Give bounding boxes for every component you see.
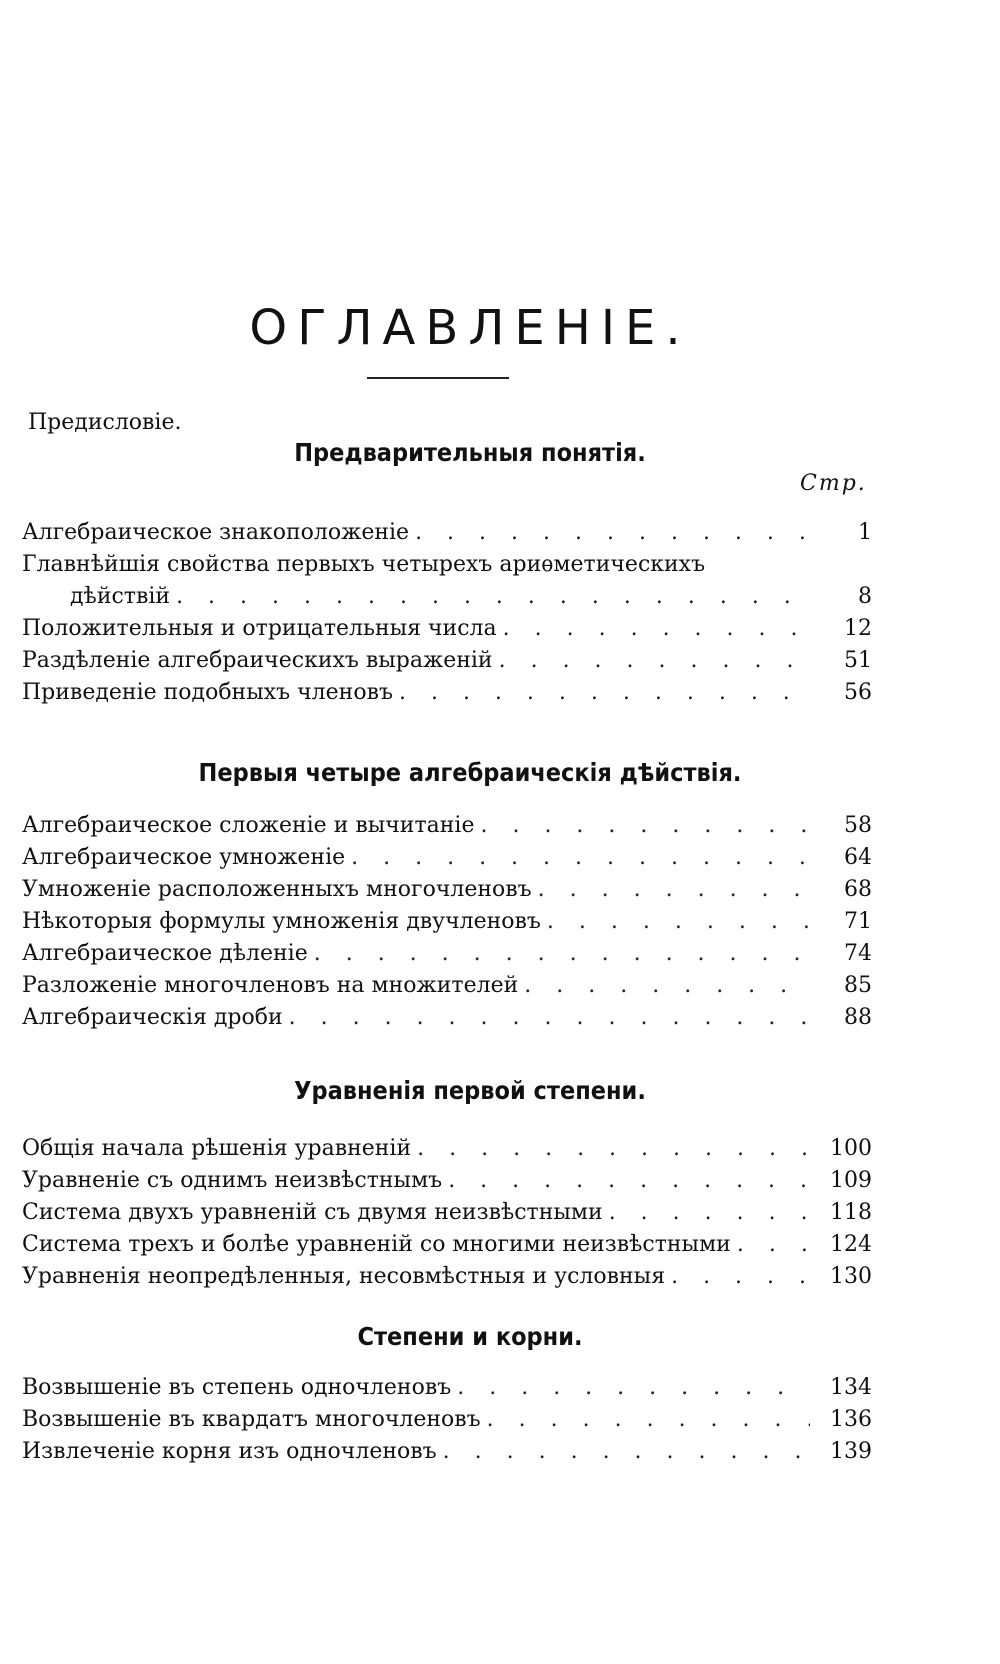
toc-entry: Приведеніе подобныхъ членовъ . . . 56 (22, 680, 872, 712)
toc-entry: Система трехъ и болѣе уравненій со многими неизвѣстными . . . 124 (22, 1232, 872, 1264)
title-divider (367, 377, 509, 379)
toc-entry: Разложеніе многочленовъ на множителей . . . 85 (22, 973, 872, 1005)
toc-entry: Главнѣйшія свойства первыхъ четырехъ ариѳметическихъ (22, 552, 706, 577)
toc-entry: Раздѣленіе алгебраическихъ выраженій . . . 51 (22, 648, 872, 680)
toc-entry: Общія начала рѣшенія уравненій . . . 100 (22, 1136, 872, 1168)
toc-entry: Умноженіе расположенныхъ многочленовъ . . . 68 (22, 877, 872, 909)
toc-entry: Уравненія неопредѣленныя, несовмѣстныя и условныя . . . 130 (22, 1264, 872, 1296)
preface-label: Предисловіе. (28, 410, 182, 435)
toc-entry: Алгебраическое умноженіе . . . 64 (22, 845, 872, 877)
toc-entry: Алгебраическое дѣленіе . . . 74 (22, 941, 872, 973)
toc-entry: Нѣкоторыя формулы умноженія двучленовъ . . . 71 (22, 909, 872, 941)
toc-entry: Система двухъ уравненій съ двумя неизвѣстными . . . 118 (22, 1200, 872, 1232)
toc-entry: Возвышеніе въ степень одночленовъ . . . 134 (22, 1375, 872, 1407)
toc-entry: Уравненіе съ однимъ неизвѣстнымъ . . . 109 (22, 1168, 872, 1200)
toc-entry: Возвышеніе въ квардатъ многочленовъ . . . 136 (22, 1407, 872, 1439)
toc-entry: Извлеченіе корня изъ одночленовъ . . . 139 (22, 1439, 872, 1471)
section-heading-powers-roots: Степени и корни. (357, 1322, 583, 1351)
toc-entry-continuation: дѣйствій . . . 8 (22, 584, 872, 616)
section-heading-first-degree: Уравненія первой степени. (294, 1076, 646, 1105)
toc-entry: Алгебраическое знакоположеніе . . . 1 (22, 520, 872, 552)
toc-entry: Алгебраическое сложеніе и вычитаніе . . . 58 (22, 813, 872, 845)
page-title: ОГЛАВЛЕНІЕ. (249, 300, 691, 356)
toc-entry: Положительныя и отрицательныя числа . . . 12 (22, 616, 872, 648)
section-heading-preliminary: Предварительныя понятія. (294, 438, 646, 467)
toc-entry: Алгебраическія дроби . . . 88 (22, 1005, 872, 1037)
page-column-label: Стр. (800, 471, 867, 496)
section-heading-four-operations: Первыя четыре алгебраическія дѣйствія. (198, 758, 742, 787)
